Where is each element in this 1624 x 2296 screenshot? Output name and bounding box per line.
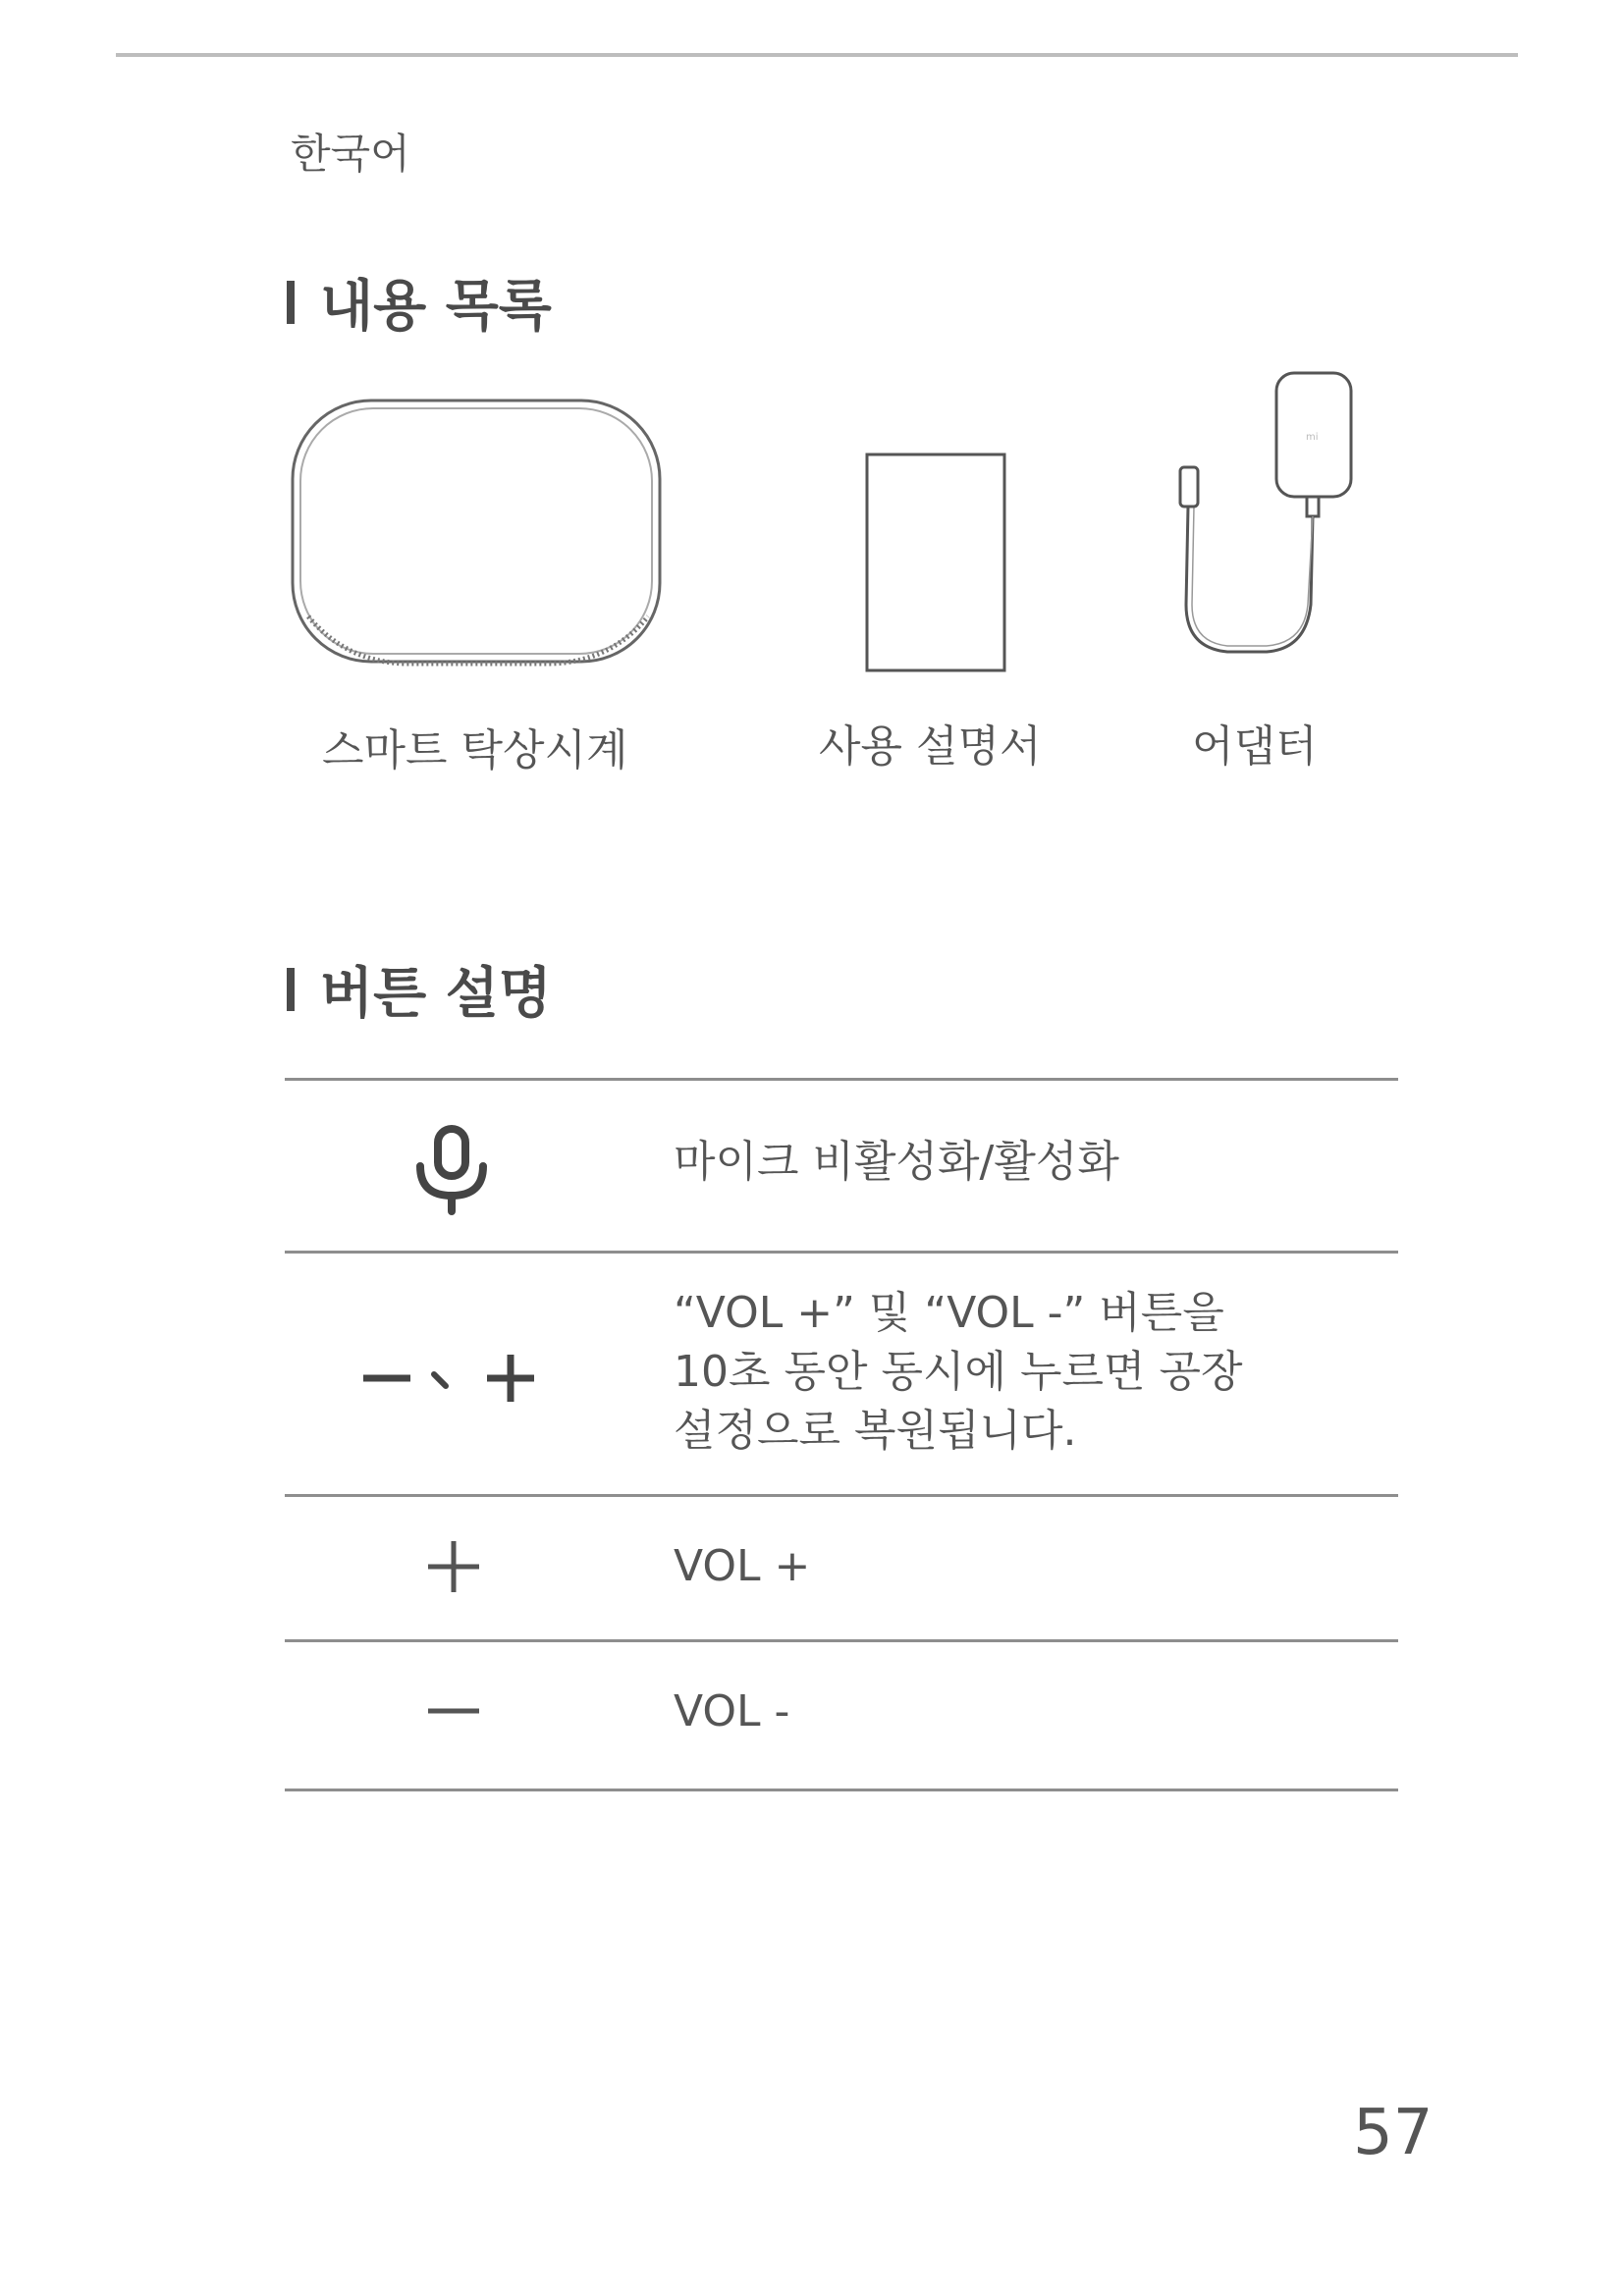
adapter-icon [1168,369,1365,664]
contents-section-title [287,263,552,342]
table-rule [285,1251,1398,1254]
description-line: VOL + [674,1541,811,1591]
contents-title-text: 내용 목록 [320,275,552,339]
manual-icon [864,452,1007,673]
row-description [674,1682,789,1741]
description-line: 마이크 비활성화/활성화 [674,1137,1119,1187]
buttons-title-text: 버튼 설명 [320,962,552,1026]
description-line: 설정으로 복원됩니다. [674,1406,1077,1456]
svg-text:mi: mi [1306,432,1319,443]
microphone-icon [412,1125,491,1215]
table-rule [285,1789,1398,1791]
title-bar [287,968,295,1011]
plus-icon [424,1537,483,1596]
description-line: VOL - [674,1686,790,1736]
table-rule [285,1639,1398,1642]
row-description [674,1284,1242,1461]
row-description [674,1537,810,1596]
smart-clock-icon [287,395,670,679]
minus-plus-icon [359,1351,546,1406]
minus-icon [424,1696,483,1726]
adapter-caption: 어댑터 [1192,721,1318,772]
page-number: 57 [1353,2097,1434,2169]
description-line: “VOL +” 및 “VOL -” 버튼을 [674,1288,1224,1338]
table-rule [285,1078,1398,1081]
table-rule [285,1494,1398,1497]
description-line: 10초 동안 동시에 누르면 공장 [674,1347,1243,1397]
top-rule [116,53,1518,57]
buttons-section-title [287,950,552,1029]
manual-caption: 사용 설명서 [819,721,1042,772]
smart-clock-caption: 스마트 탁상시계 [322,725,628,775]
row-description [674,1133,1119,1192]
title-bar [287,281,295,324]
language-label: 한국어 [291,130,410,178]
